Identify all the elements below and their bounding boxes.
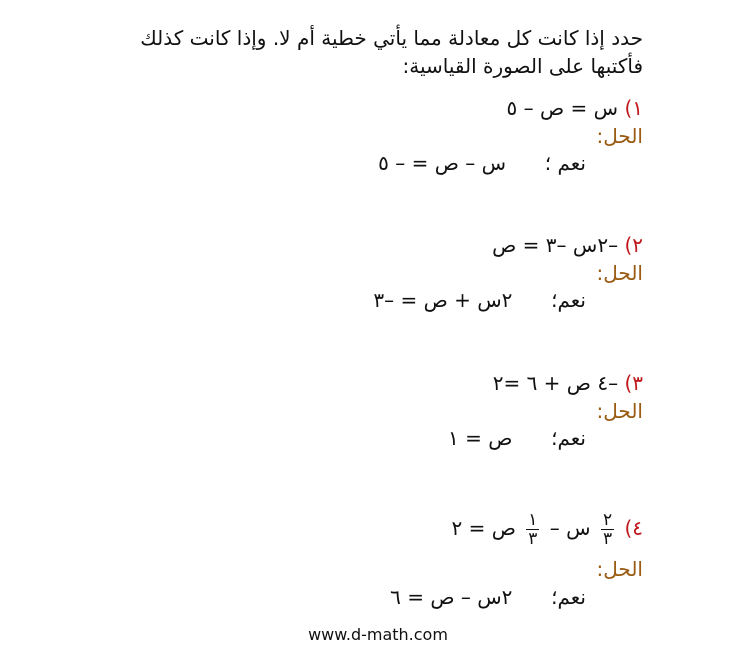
answer-word: نعم؛ [551,288,586,312]
answer-word: نعم؛ [551,585,586,609]
answer-equation: ٢س + ص = –٣ [373,288,513,312]
problem-2-answer [373,287,586,313]
fraction-one-third: $\frac{١}{٣}$ [528,510,538,549]
answer-equation: ٢س – ص = ٦ [390,585,513,609]
problem-3-answer [448,425,586,451]
problem-2-statement [492,232,643,258]
answer-word: نعم ؛ [544,151,586,175]
answer-equation: ص = ١ [447,426,513,450]
footer-website: www.d-math.com [308,625,448,644]
problem-number: ٢) [624,233,643,257]
answer-equation: س – ص = – ٥ [378,151,507,175]
solution-label: الحل: [596,557,643,581]
solution-label: الحل: [596,124,643,148]
problem-4-answer [390,584,586,610]
problem-1-statement [507,95,643,121]
problem-equation: –٢س –٣ = ص [492,233,619,257]
fraction-two-thirds: $\frac{٢}{٣}$ [602,510,613,549]
problem-number: ١) [624,96,643,120]
term-y: ص = ٢ [451,516,516,540]
problem-1-answer [378,150,586,176]
problem-number: ٣) [624,371,643,395]
instructions: حدد إذا كانت كل معادلة مما يأتي خطية أم لا. وإذا كانت كذلك فأكتبها على الصورة القياسية: [140,26,643,78]
problem-equation: –٤ ص + ٦ =٢ [492,371,619,395]
problem-number: ٤) [624,516,643,540]
term-x: س – [549,516,591,540]
solution-label: الحل: [596,261,643,285]
answer-word: نعم؛ [551,426,586,450]
problem-equation: س = ص – ٥ [506,96,619,120]
problem-3-statement [493,370,643,396]
solution-label: الحل: [596,399,643,423]
problem-4-statement [452,508,643,548]
